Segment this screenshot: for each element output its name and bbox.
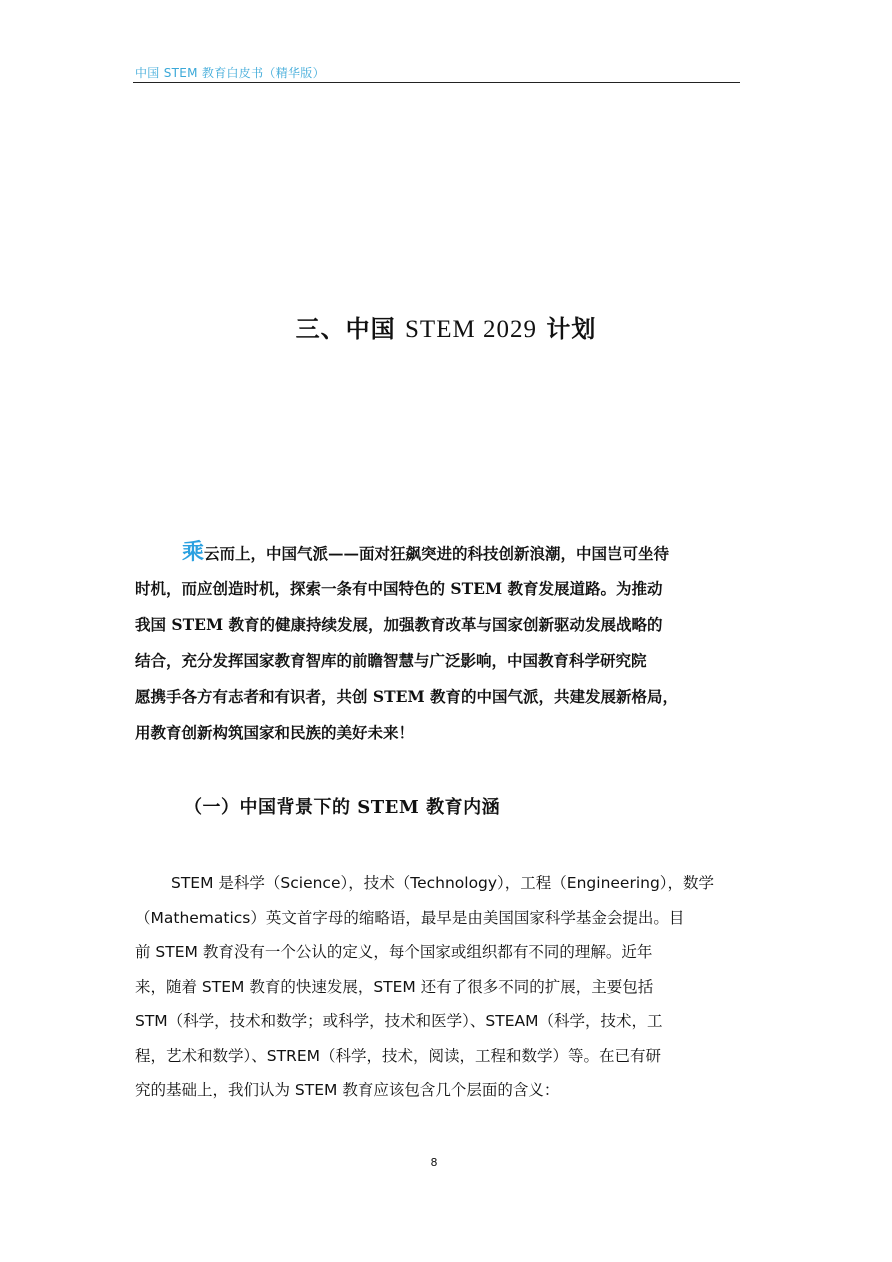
intro-line-text: 云而上，中国气派——面对狂飙突进的科技创新浪潮，中国岂可坐待: [204, 544, 670, 563]
header-divider: [133, 82, 740, 83]
section-heading: （一）中国背景下的 STEM 教育内涵: [184, 797, 501, 818]
intro-line: 结合，充分发挥国家教育智库的前瞻智慧与广泛影响，中国教育科学研究院: [135, 651, 647, 670]
body-paragraph: [135, 866, 740, 1108]
chapter-title: [0, 309, 892, 344]
intro-line: 用教育创新构筑国家和民族的美好未来！: [135, 723, 415, 742]
body-line: STEM 是科学（Science），技术（Technology），工程（Engineering），数学: [171, 874, 715, 892]
chapter-title-prefix: 三、中国: [295, 314, 396, 343]
body-line: 究的基础上，我们认为 STEM 教育应该包含几个层面的含义：: [135, 1081, 560, 1099]
body-line: （Mathematics）英文首字母的缩略语，最早是由美国国家科学基金会提出。目: [135, 908, 685, 927]
page-number: 8: [430, 1156, 438, 1169]
dropcap: 乘: [182, 540, 205, 565]
running-header: 中国 STEM 教育白皮书（精华版）: [135, 66, 325, 80]
intro-line: 我国 STEM 教育的健康持续发展，加强教育改革与国家创新驱动发展战略的: [135, 615, 663, 634]
intro-line: [135, 535, 740, 571]
body-line: 程，艺术和数学）、STREM（科学，技术，阅读，工程和数学）等。在已有研: [135, 1046, 661, 1065]
body-line: 来，随着 STEM 教育的快速发展，STEM 还有了很多不同的扩展，主要包括: [135, 977, 654, 996]
chapter-title-latin: STEM 2029: [405, 316, 537, 343]
chapter-title-suffix: 计划: [546, 314, 597, 343]
intro-line: 愿携手各方有志者和有识者，共创 STEM 教育的中国气派，共建发展新格局，: [135, 687, 678, 706]
body-line: STM（科学，技术和数学；或科学，技术和医学）、STEAM（科学，技术，工: [135, 1012, 663, 1030]
intro-line: 时机，而应创造时机，探索一条有中国特色的 STEM 教育发展道路。为推动: [135, 579, 663, 598]
body-line: 前 STEM 教育没有一个公认的定义，每个国家或组织都有不同的理解。近年: [135, 943, 653, 961]
intro-paragraph: [135, 535, 740, 751]
